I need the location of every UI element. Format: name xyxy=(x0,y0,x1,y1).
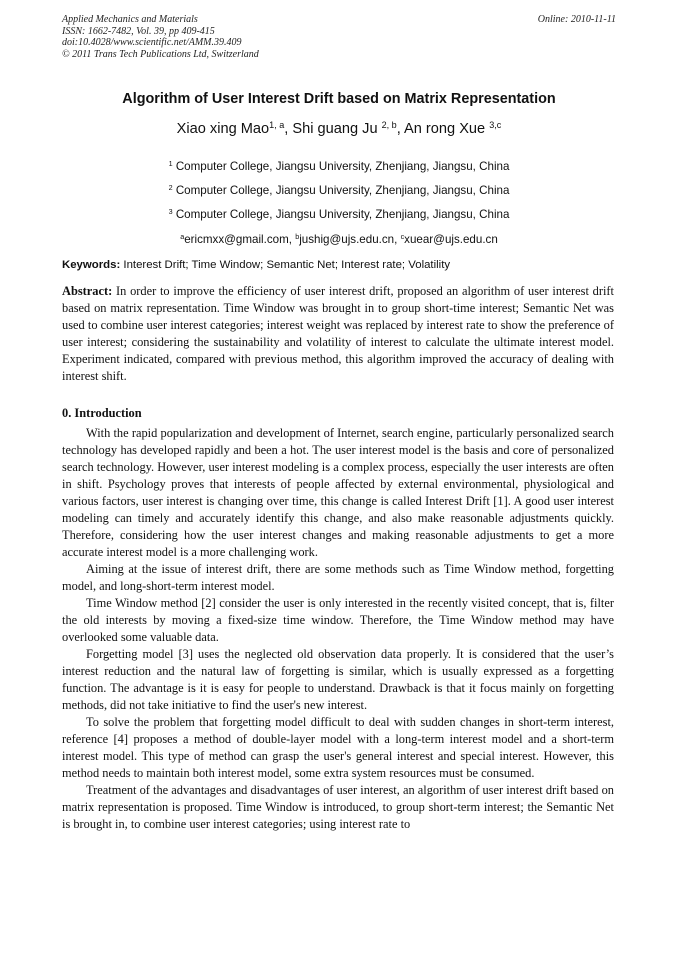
affiliation xyxy=(40,184,638,197)
copyright-line: © 2011 Trans Tech Publications Ltd, Switzerland xyxy=(62,48,259,60)
author-list: Xiao xing Mao$^{1, a}$, Shi guang Ju $^{2, b}$, An rong Xue $^{3,c}$ xyxy=(176,120,502,137)
section-heading: 0. Introduction xyxy=(62,406,142,420)
introduction-body xyxy=(62,425,614,833)
journal-name: Applied Mechanics and Materials xyxy=(62,14,198,25)
abstract-label: Abstract: xyxy=(62,284,113,298)
author-superscript: 2, b xyxy=(381,120,397,131)
author-superscript: 3,c xyxy=(489,120,502,131)
author-name: Shi guang Ju xyxy=(292,121,378,137)
paragraph: Forgetting model [3] uses the neglected old observation data properly. It is considered that the user’s interest reduction and the natural law of forgetting is similar, which is usually expressed as a forgetting function. The advantage is it is easy for people to understand. Drawback is that it focus mainly on forgetting methods, did not take initiative to find the user's new interest. xyxy=(62,647,614,712)
author-superscript: 1, a xyxy=(269,120,285,131)
paragraph: Time Window method [2] consider the user is only interested in the recently visited concept, that is, filter the old interests by moving a fixed-size time window. Therefore, the Time Window method may have overlooked some valuable data. xyxy=(62,596,614,644)
email-superscript: b xyxy=(295,232,300,242)
email-link[interactable]: ericmxx@gmail.com, xyxy=(184,233,292,246)
affiliation-text: Computer College, Jiangsu University, Zhenjiang, Jiangsu, China xyxy=(175,208,510,221)
paper-title: Algorithm of User Interest Drift based on Matrix Representation xyxy=(122,91,556,107)
abstract-text: In order to improve the efficiency of user interest drift, proposed an algorithm of user interest drift based on matrix representation. Time Window was brought in to group short-time interest; Semantic Net was used to combine user interest categories; interest weight was replaced by interest rate to show the preference of user interest; considering the sustainability and volatility of interest to calculate the ultimate interest model. Experiment indicated, compared with previous method, this algorithm improved the accuracy of dealing with interest shift. xyxy=(62,284,614,383)
affiliation-text: Computer College, Jiangsu University, Zhenjiang, Jiangsu, China xyxy=(175,184,510,197)
journal-header xyxy=(62,14,616,60)
paragraph: Aiming at the issue of interest drift, there are some methods such as Time Window method, forgetting model, and long-short-term interest model. xyxy=(62,562,614,593)
affiliation-superscript: 2 xyxy=(168,183,173,193)
affiliation xyxy=(40,208,638,221)
paragraph: With the rapid popularization and development of Internet, search engine, particularly personalized search technology has developed rapidly and been a hot. The user interest model is the basis and core of personalized search technology. However, user interest modeling is a complex process, especially the user interests are often in shift. Psychology proves that interests of people affected by external environmental, physiological and various factors, user interest is changing over time, this change is called Interest Drift [1]. A good user interest modeling can timely and accurately identify this change, and also make reasonable adjustments quickly. Therefore, considering how the user interest changes and making reasonable adjustments to get a more accurate interest model is a more challenging work. xyxy=(62,426,614,559)
email-superscript: a xyxy=(180,232,185,242)
affiliation-superscript: 1 xyxy=(168,159,173,169)
affiliation xyxy=(40,160,638,173)
email-link[interactable]: jushig@ujs.edu.cn, xyxy=(299,233,398,246)
affiliation-text: Computer College, Jiangsu University, Zhenjiang, Jiangsu, China xyxy=(175,160,510,173)
abstract xyxy=(62,283,614,385)
keywords-label: Keywords: xyxy=(62,259,121,271)
keywords xyxy=(62,259,622,271)
online-date: Online: 2010-11-11 xyxy=(537,14,616,25)
paragraph: To solve the problem that forgetting model difficult to deal with sudden changes in short-term interest, reference [4] proposes a method of double-layer model with a long-term interest model and a short-term interest model. This type of method can grasp the user's general interest and special interest. However, this method needs to maintain both interest model, some extra system resources must be consumed. xyxy=(62,715,614,780)
paragraph: Treatment of the advantages and disadvantages of user interest, an algorithm of user interest drift based on matrix representation is proposed. Time Window is introduced, to group short-term interest; the Semantic Net is brought in, to combine user interest categories; using interest rate to xyxy=(62,783,614,831)
author-name: An rong Xue xyxy=(404,121,486,137)
author-name: Xiao xing Mao xyxy=(176,121,270,137)
email-line xyxy=(40,233,638,246)
issn-line: ISSN: 1662-7482, Vol. 39, pp 409-415 xyxy=(62,25,215,37)
doi-line[interactable]: doi:10.4028/www.scientific.net/AMM.39.409 xyxy=(62,37,242,49)
email-superscript: c xyxy=(400,232,405,242)
email-link[interactable]: xuear@ujs.edu.cn xyxy=(404,233,498,246)
keywords-text: Interest Drift; Time Window; Semantic Net; Interest rate; Volatility xyxy=(123,259,451,271)
affiliation-superscript: 3 xyxy=(168,207,173,217)
